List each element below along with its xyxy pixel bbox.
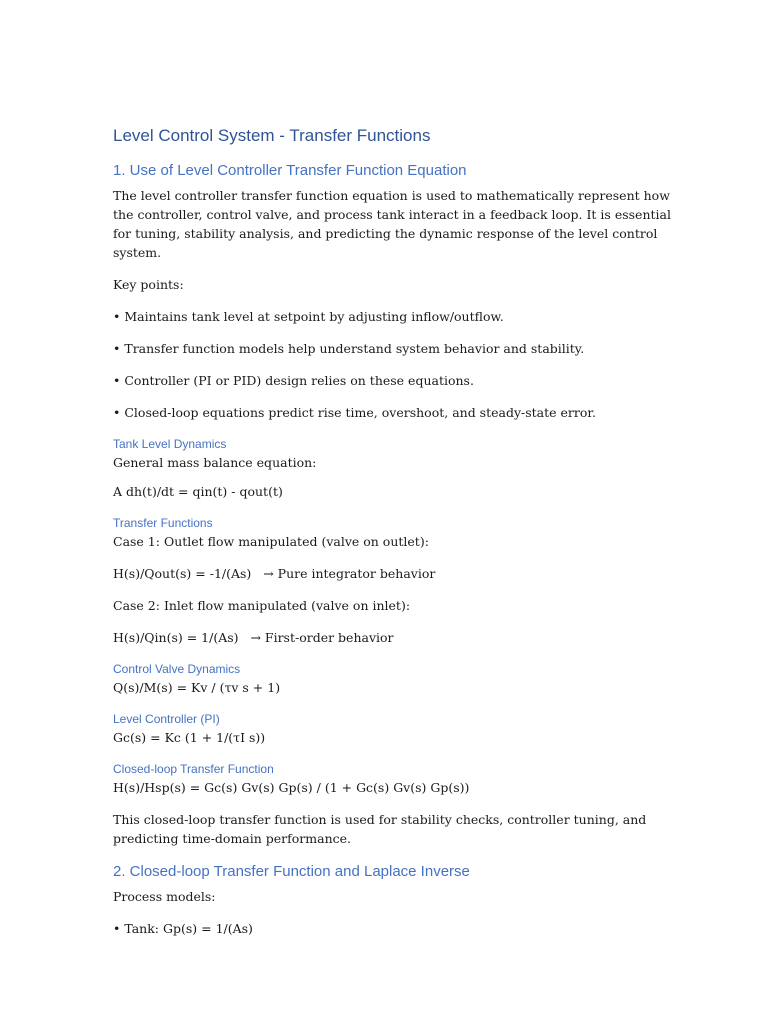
document-title: Level Control System - Transfer Functions <box>113 126 431 145</box>
section-1-intro: The level controller transfer function equation is used to mathematically represent how the controller, control valve, and process tank interact in a feedback loop. It is essential for tuning, stability analysis, and predicting the dynamic response of the level control system. <box>113 188 671 260</box>
bullet-item: • Tank: Gp(s) = 1/(As) <box>113 919 673 938</box>
tank-dynamics-heading: Tank Level Dynamics <box>113 437 227 451</box>
transfer-functions-heading: Transfer Functions <box>113 516 213 530</box>
bullet-item: • Controller (PI or PID) design relies on these equations. <box>113 371 673 390</box>
case-1-text: Case 1: Outlet flow manipulated (valve on outlet): <box>113 534 429 549</box>
section-1-heading: 1. Use of Level Controller Transfer Function Equation <box>113 162 467 179</box>
key-points-label: Key points: <box>113 277 184 292</box>
section-2-heading: 2. Closed-loop Transfer Function and Laplace Inverse <box>113 863 470 880</box>
document-body <box>113 124 673 951</box>
bullet-item: • Closed-loop equations predict rise time, overshoot, and steady-state error. <box>113 403 673 422</box>
closed-loop-equation: H(s)/Hsp(s) = Gc(s) Gv(s) Gp(s) / (1 + Gc(s) Gv(s) Gp(s)) <box>113 780 470 795</box>
level-controller-heading: Level Controller (PI) <box>113 712 220 726</box>
case-1-equation: H(s)/Qout(s) = -1/(As) → Pure integrator behavior <box>113 566 436 581</box>
bullet-item: • Maintains tank level at setpoint by adjusting inflow/outflow. <box>113 307 673 326</box>
bullet-item: • Transfer function models help understand system behavior and stability. <box>113 339 673 358</box>
closed-loop-heading: Closed-loop Transfer Function <box>113 762 274 776</box>
valve-equation: Q(s)/M(s) = Kv / (τv s + 1) <box>113 680 281 695</box>
case-2-equation: H(s)/Qin(s) = 1/(As) → First-order behavior <box>113 630 394 645</box>
section-2-text: Process models: <box>113 889 216 904</box>
controller-equation: Gc(s) = Kc (1 + 1/(τI s)) <box>113 730 266 745</box>
valve-dynamics-heading: Control Valve Dynamics <box>113 662 241 676</box>
mass-balance-equation: A dh(t)/dt = qin(t) - qout(t) <box>113 484 283 499</box>
closed-loop-note: This closed-loop transfer function is used for stability checks, controller tuning, and predicting time-domain performance. <box>113 812 647 846</box>
case-2-text: Case 2: Inlet flow manipulated (valve on inlet): <box>113 598 411 613</box>
tank-dynamics-text: General mass balance equation: <box>113 455 317 470</box>
